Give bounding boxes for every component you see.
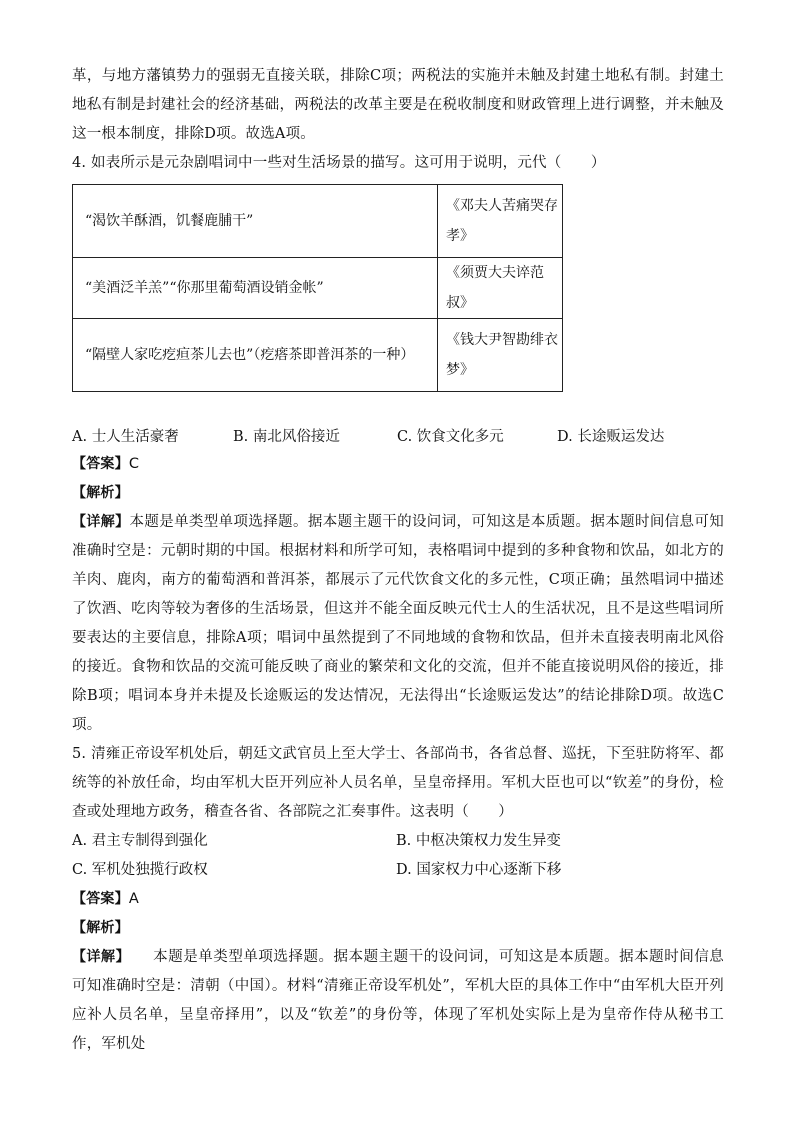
question-4-answer (72, 450, 724, 479)
option-a[interactable]: A. 士人生活豪奢 (72, 429, 179, 445)
detail-text: 本题是单类型单项选择题。据本题主题干的设问词，可知这是本质题。据本题时间信息可知准确时空是：清朝（中国）。材料“清雍正帝设军机处”，军机大臣的具体工作中“由军机大臣开列应补人员名单，呈皇帝择用”，以及“钦差”的身份等，体现了军机处实际上是为皇帝作侍从秘书工作，军机处 (72, 949, 724, 1052)
answer-label: 【答案】 (72, 456, 129, 472)
source-cell: 《钱大尹智勘绯衣梦》 (438, 319, 563, 392)
question-5-stem: 5. 清雍正帝设军机处后，朝廷文武官员上至大学士、各部尚书，各省总督、巡抚，下至驻防将军、都统等的补放任命，均由军机大臣开列应补人员名单，呈皇帝择用。军机大臣也可以“钦差”的身份，检查或处理地方政务，稽查各省、各部院之汇奏事件。这表明（ ） (72, 746, 724, 820)
detail-text: 本题是单类型单项选择题。据本题主题干的设问词，可知这是本质题。据本题时间信息可知准确时空是：元朝时期的中国。根据材料和所学可知，表格唱词中提到的多种食物和饮品，如北方的羊肉、鹿肉，南方的葡萄酒和普洱茶，都展示了元代饮食文化的多元性，C项正确；虽然唱词中描述了饮酒、吃肉等较为奢侈的生活场景，但这并不能全面反映元代士人的生活状况，且不是这些唱词所要表达的主要信息，排除A项；唱词中虽然提到了不同地域的食物和饮品，但并未直接表明南北风俗的接近。食物和饮品的交流可能反映了商业的繁荣和文化的交流，但并不能直接说明风俗的接近，排除B项；唱词本身并未提及长途贩运的发达情况，无法得出“长途贩运发达”的结论排除D项。故选C项。 (72, 514, 724, 733)
question-5-options-row-2 (72, 856, 724, 885)
detail-label: 【详解】 (72, 949, 124, 965)
table-row (73, 319, 563, 392)
analysis-label: 【解析】 (72, 920, 129, 936)
option-d[interactable]: D. 长途贩运发达 (557, 429, 665, 445)
question-4-options (72, 424, 724, 450)
table-row (73, 185, 563, 258)
question-4-detail (72, 508, 724, 740)
detail-label: 【详解】 (72, 514, 130, 530)
option-a[interactable]: A. 君主专制得到强化 (72, 833, 208, 849)
option-c[interactable]: C. 军机处独揽行政权 (72, 862, 208, 878)
option-b[interactable]: B. 中枢决策权力发生异变 (396, 833, 561, 849)
intro-paragraph: 革，与地方藩镇势力的强弱无直接关联，排除C项；两税法的实施并未触及封建土地私有制。封建土地私有制是封建社会的经济基础，两税法的改革主要是在税收制度和财政管理上进行调整，并未触及这一根本制度，排除D项。故选A项。 (72, 68, 724, 142)
question-4-analysis-heading (72, 479, 724, 508)
question-5-analysis-heading (72, 914, 724, 943)
question-5-answer (72, 885, 724, 914)
answer-value: A (128, 891, 139, 907)
question-4-stem: 4. 如表所示是元杂剧唱词中一些对生活场景的描写。这可用于说明，元代（ ） (72, 155, 606, 171)
option-b[interactable]: B. 南北风俗接近 (233, 429, 340, 445)
source-cell: 《邓夫人苦痛哭存孝》 (438, 185, 563, 258)
lyrics-table (72, 184, 563, 392)
lyric-cell: “隔壁人家吃疙疸茶儿去也”（疙瘩茶即普洱茶的一种） (73, 319, 438, 392)
source-cell: 《须贾大夫谇范叔》 (438, 258, 563, 319)
lyric-cell: “美酒泛羊羔”“你那里葡萄酒设销金帐” (73, 258, 438, 319)
question-5-detail (72, 943, 724, 1059)
answer-value: C (128, 456, 140, 472)
document-page (72, 62, 724, 1059)
lyric-cell: “渴饮羊酥酒，饥餐鹿脯干” (73, 185, 438, 258)
option-c[interactable]: C. 饮食文化多元 (397, 429, 504, 445)
option-d[interactable]: D. 国家权力中心逐渐下移 (396, 862, 562, 878)
question-5-options-row-1 (72, 827, 724, 856)
table-row (73, 258, 563, 319)
analysis-label: 【解析】 (72, 485, 129, 501)
answer-label: 【答案】 (72, 891, 129, 907)
